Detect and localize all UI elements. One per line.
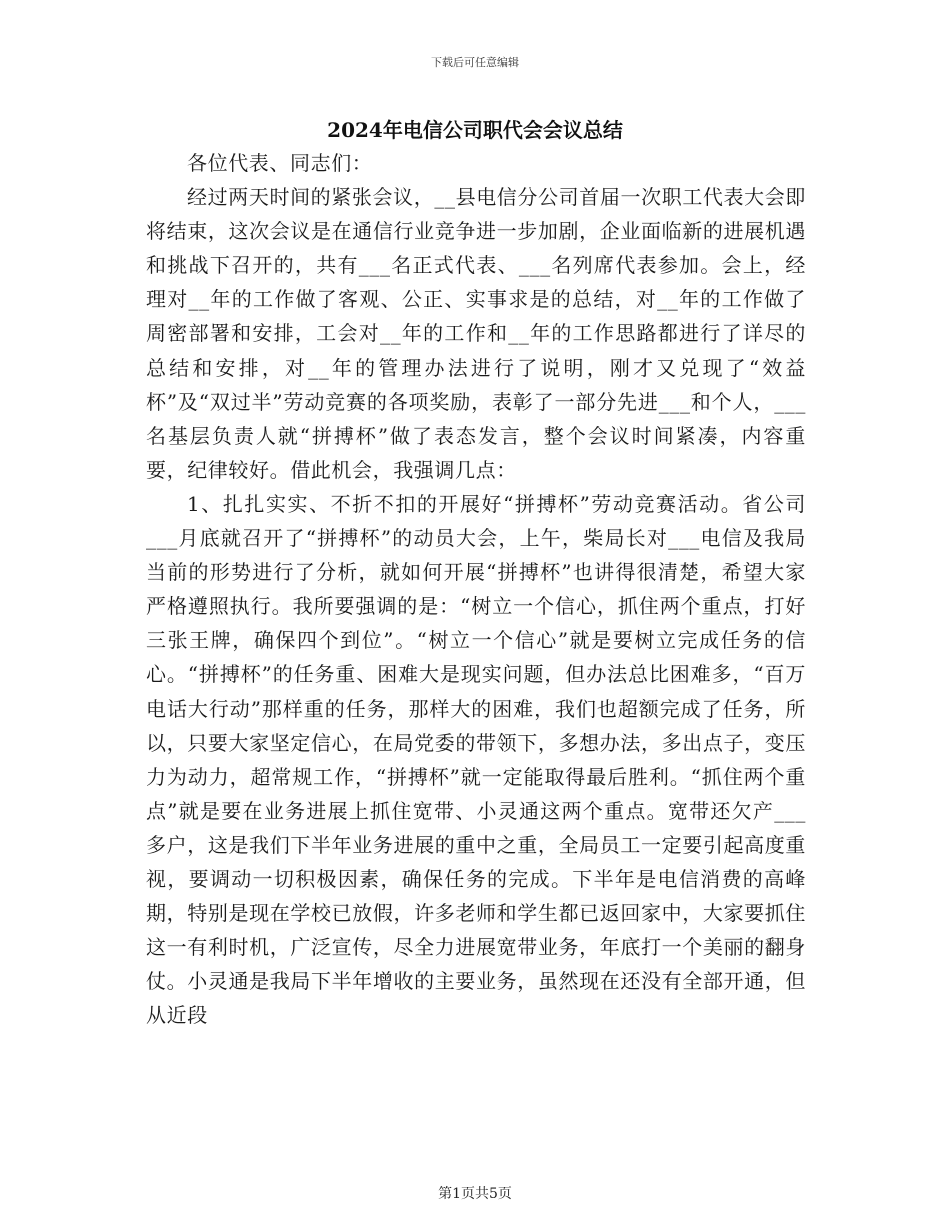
document-title: 2024年电信公司职代会会议总结 (327, 118, 623, 142)
intro-paragraph: 经过两天时间的紧张会议，__县电信分公司首届一次职工代表大会即将结束，这次会议是在通信行业竞争进一步加剧，企业面临新的进展机遇和挑战下召开的，共有___名正式代表、___名列席代表参加。会上，经理对__年的工作做了客观、公正、实事求是的总结，对__年的工作做了周密部署和安排，工会对__年的工作和__年的工作思路都进行了详尽的总结和安排，对__年的管理办法进行了说明，刚才又兑现了“效益杯”及“双过半”劳动竞赛的各项奖励，表彰了一部分先进___和个人，___名基层负责人就“拼搏杯”做了表态发言，整个会议时间紧凑，内容重要，纪律较好。借此机会，我强调几点： (146, 185, 806, 482)
page-footer: 第1页共5页 (438, 1186, 512, 1202)
document-body (146, 146, 806, 1032)
point-one-paragraph: 1、扎扎实实、不折不扣的开展好“拼搏杯”劳动竞赛活动。省公司___月底就召开了“拼搏杯”的动员大会，上午，柴局长对___电信及我局当前的形势进行了分析，就如何开展“拼搏杯”也讲得很清楚，希望大家严格遵照执行。我所要强调的是：“树立一个信心，抓住两个重点，打好三张王牌，确保四个到位”。“树立一个信心”就是要树立完成任务的信心。“拼搏杯”的任务重、困难大是现实问题，但办法总比困难多，“百万电话大行动”那样重的任务，那样大的困难，我们也超额完成了任务，所以，只要大家坚定信心，在局党委的带领下，多想办法，多出点子，变压力为动力，超常规工作，“拼搏杯”就一定能取得最后胜利。“抓住两个重点”就是要在业务进展上抓住宽带、小灵通这两个重点。宽带还欠产___多户，这是我们下半年业务进展的重中之重，全局员工一定要引起高度重视，要调动一切积极因素，确保任务的完成。下半年是电信消费的高峰期，特别是现在学校已放假，许多老师和学生都已返回家中，大家要抓住这一有利时机，广泛宣传，尽全力进展宽带业务，年底打一个美丽的翻身仗。小灵通是我局下半年增收的主要业务，虽然现在还没有全部开通，但从近段 (146, 491, 806, 1028)
header-note: 下载后可任意编辑 (431, 56, 519, 69)
salutation-paragraph: 各位代表、同志们： (187, 151, 373, 175)
